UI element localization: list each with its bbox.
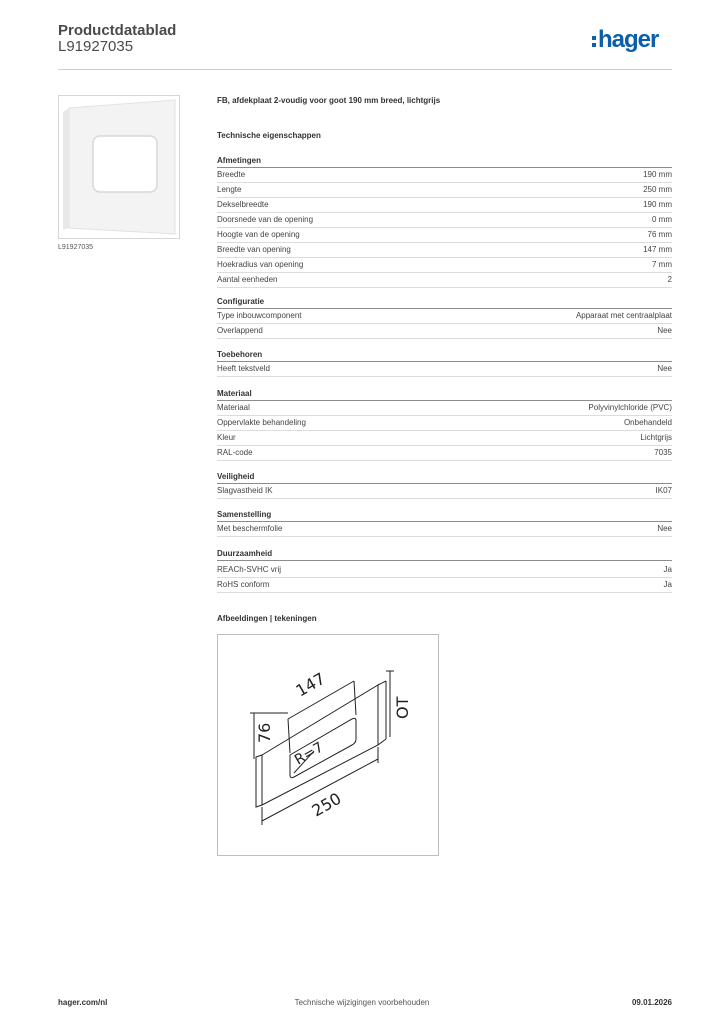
footer-disclaimer: Technische wijzigingen voorbehouden <box>294 998 430 1007</box>
row-value: Lichtgrijs <box>640 433 672 442</box>
group-title: Afmetingen <box>217 154 672 168</box>
table-row <box>217 228 672 243</box>
table-row <box>217 198 672 213</box>
table-row <box>217 324 672 339</box>
dim-width-label: 147 <box>292 668 329 701</box>
row-value: Ja <box>663 580 672 589</box>
footer-website[interactable]: hager.com/nl <box>58 998 108 1007</box>
group-material <box>217 387 672 461</box>
group-dimensions <box>217 154 672 288</box>
group-safety <box>217 470 672 499</box>
table-row <box>217 446 672 461</box>
row-value: IK07 <box>655 486 672 495</box>
row-value: 190 mm <box>643 200 672 209</box>
dim-length-label: 250 <box>308 788 345 821</box>
row-value: 0 mm <box>652 215 672 224</box>
table-row <box>217 273 672 288</box>
row-value: 2 <box>667 275 672 284</box>
footer-date: 09.01.2026 <box>631 998 672 1007</box>
row-label: REACh-SVHC vrij <box>217 565 282 574</box>
row-value: 76 mm <box>647 230 672 239</box>
page-title: Productdatablad <box>58 22 177 39</box>
row-label: Breedte <box>217 170 246 179</box>
group-title: Duurzaamheid <box>217 547 672 561</box>
table-row <box>217 578 672 593</box>
row-label: Hoogte van de opening <box>217 230 300 239</box>
table-row <box>217 213 672 228</box>
row-value: 7 mm <box>652 260 672 269</box>
table-row <box>217 484 672 499</box>
header-divider <box>58 69 672 70</box>
row-label: Kleur <box>217 433 236 442</box>
table-row <box>217 183 672 198</box>
dim-height-label: 76 <box>255 722 274 743</box>
images-section-title: Afbeeldingen | tekeningen <box>217 614 317 623</box>
row-value: 147 mm <box>643 245 672 254</box>
logo-dots-icon <box>592 36 596 47</box>
article-number: L91927035 <box>58 38 134 55</box>
technical-drawing <box>217 634 439 856</box>
table-row <box>217 258 672 273</box>
table-row <box>217 362 672 377</box>
group-sustainability <box>217 547 672 593</box>
table-row <box>217 401 672 416</box>
dimension-drawing-icon <box>218 635 438 855</box>
row-value: Nee <box>657 326 672 335</box>
row-label: Heeft tekstveld <box>217 364 270 373</box>
row-value: 250 mm <box>643 185 672 194</box>
table-row <box>217 431 672 446</box>
group-title: Veiligheid <box>217 470 672 484</box>
row-value: Apparaat met centraalplaat <box>575 311 672 320</box>
row-value: 190 mm <box>643 170 672 179</box>
row-label: RAL-code <box>217 448 253 457</box>
row-label: Doorsnede van de opening <box>217 215 314 224</box>
row-label: Overlappend <box>217 326 263 335</box>
group-accessories <box>217 348 672 377</box>
row-label: Lengte <box>217 185 242 194</box>
row-value: Onbehandeld <box>623 418 672 427</box>
group-title: Toebehoren <box>217 348 672 362</box>
row-value: Ja <box>663 565 672 574</box>
product-description: FB, afdekplaat 2-voudig voor goot 190 mm breed, lichtgrijs <box>217 96 441 105</box>
table-row <box>217 522 672 537</box>
row-label: RoHS conform <box>217 580 270 589</box>
row-value: Polyvinylchloride (PVC) <box>588 403 672 412</box>
dim-ot-label: OT <box>393 696 412 719</box>
table-row <box>217 416 672 431</box>
group-title: Configuratie <box>217 295 672 309</box>
row-value: Nee <box>657 524 672 533</box>
product-image <box>58 95 180 239</box>
row-label: Dekselbreedte <box>217 200 269 209</box>
table-row <box>217 243 672 258</box>
row-value: Nee <box>657 364 672 373</box>
logo-text: hager <box>598 26 659 53</box>
group-composition <box>217 508 672 537</box>
row-label: Oppervlakte behandeling <box>217 418 306 427</box>
dim-radius-label: R=7 <box>292 739 327 769</box>
row-label: Met beschermfolie <box>217 524 283 533</box>
hager-logo <box>592 28 658 52</box>
row-label: Aantal eenheden <box>217 275 278 284</box>
row-label: Type inbouwcomponent <box>217 311 302 320</box>
group-title: Samenstelling <box>217 508 672 522</box>
row-label: Hoekradius van opening <box>217 260 304 269</box>
group-title: Materiaal <box>217 387 672 401</box>
row-label: Slagvastheid IK <box>217 486 273 495</box>
group-configuration <box>217 295 672 339</box>
table-row <box>217 168 672 183</box>
row-value: 7035 <box>654 448 672 457</box>
product-image-caption: L91927035 <box>58 244 94 251</box>
row-label: Materiaal <box>217 403 250 412</box>
row-label: Breedte van opening <box>217 245 291 254</box>
cover-plate-icon <box>59 96 179 238</box>
section-title: Technische eigenschappen <box>217 131 321 140</box>
table-row <box>217 309 672 324</box>
table-row <box>217 563 672 578</box>
